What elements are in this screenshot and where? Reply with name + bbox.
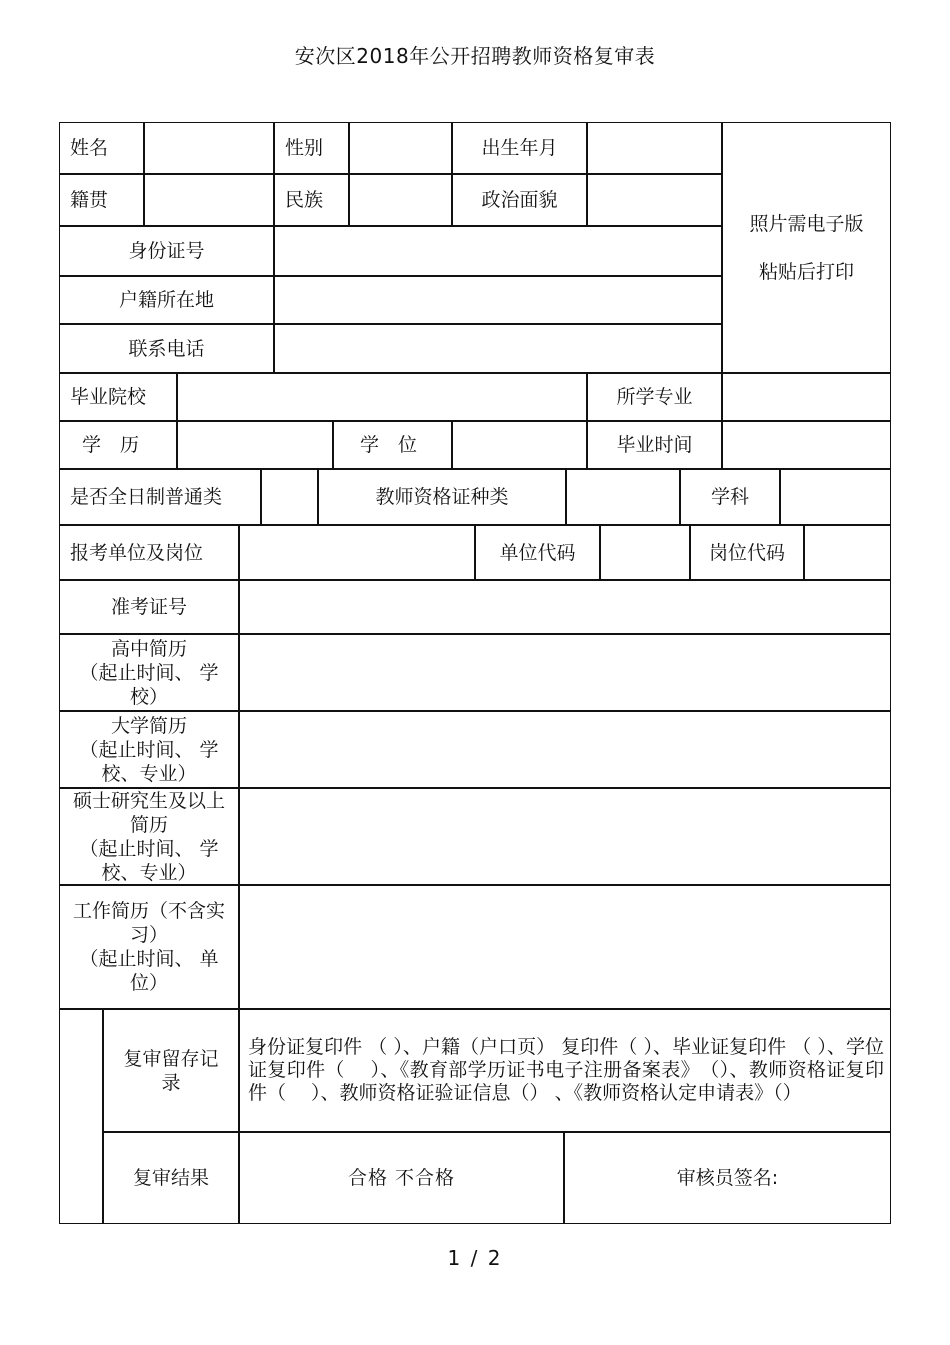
photo-area[interactable] — [722, 122, 891, 373]
political-status-field[interactable] — [587, 174, 722, 226]
gender-field[interactable] — [349, 122, 452, 174]
review-form-table — [60, 123, 891, 1224]
post-code-field[interactable] — [804, 525, 891, 580]
label-applied-unit: 报考单位及岗位 — [59, 525, 239, 580]
label-major: 所学专业 — [587, 373, 722, 421]
label-birth: 出生年月 — [452, 122, 587, 174]
cert-type-field[interactable] — [566, 469, 680, 525]
household-location-field[interactable] — [274, 276, 722, 324]
label-post-code: 岗位代码 — [690, 525, 804, 580]
label-gender: 性别 — [274, 122, 349, 174]
label-unit-code: 单位代码 — [475, 525, 600, 580]
label-native-place: 籍贯 — [59, 174, 144, 226]
applied-unit-field[interactable] — [239, 525, 475, 580]
review-items-text: 身份证复印件 （ ）、户籍（户口页） 复印件（ ）、毕业证复印件 （ ）、学位证复印件（ ）、《教育部学历证书电子注册备案表》 （）、教师资格证复印件（ ）、教师资格证验证信息（） 、《教师资格认定申请表》（） — [239, 1009, 891, 1132]
label-review-record: 复审留存记录 — [103, 1009, 239, 1132]
education-field[interactable] — [177, 421, 333, 469]
label-cert-type: 教师资格证种类 — [318, 469, 566, 525]
page-title: 安次区2018年公开招聘教师资格复审表 — [294, 44, 656, 68]
full-time-field[interactable] — [261, 469, 318, 525]
birth-field[interactable] — [587, 122, 722, 174]
unit-code-field[interactable] — [600, 525, 690, 580]
label-work-resume: 工作简历（不含实习） （起止时间、 单位） — [59, 885, 239, 1009]
ethnicity-field[interactable] — [349, 174, 452, 226]
reviewer-signature[interactable]: 审核员签名: — [564, 1132, 891, 1224]
univ-resume-field[interactable] — [239, 711, 891, 788]
pass-options[interactable]: 合格 不合格 — [239, 1132, 564, 1224]
native-place-field[interactable] — [144, 174, 274, 226]
label-hs-resume: 高中简历 （起止时间、 学校） — [59, 634, 239, 711]
label-review-result: 复审结果 — [103, 1132, 239, 1224]
photo-note-line1: 照片需电子版 — [749, 212, 864, 235]
label-id-number: 身份证号 — [59, 226, 274, 276]
label-grad-resume: 硕士研究生及以上简历 （起止时间、 学校、专业） — [59, 788, 239, 885]
label-ethnicity: 民族 — [274, 174, 349, 226]
major-field[interactable] — [722, 373, 891, 421]
work-resume-field[interactable] — [239, 885, 891, 1009]
subject-field[interactable] — [780, 469, 891, 525]
label-subject: 学科 — [680, 469, 780, 525]
degree-field[interactable] — [452, 421, 587, 469]
name-field[interactable] — [144, 122, 274, 174]
label-univ-resume: 大学简历 （起止时间、 学校、专业） — [59, 711, 239, 788]
review-side-column — [59, 1009, 103, 1224]
label-household-location: 户籍所在地 — [59, 276, 274, 324]
label-exam-ticket: 准考证号 — [59, 580, 239, 634]
page-number: 1 / 2 — [447, 1246, 503, 1270]
label-name: 姓名 — [59, 122, 144, 174]
label-political-status: 政治面貌 — [452, 174, 587, 226]
label-graduation-time: 毕业时间 — [587, 421, 722, 469]
id-number-field[interactable] — [274, 226, 722, 276]
hs-resume-field[interactable] — [239, 634, 891, 711]
phone-field[interactable] — [274, 324, 722, 373]
label-education: 学 历 — [59, 421, 177, 469]
label-full-time: 是否全日制普通类 — [59, 469, 261, 525]
label-degree: 学 位 — [333, 421, 452, 469]
graduate-school-field[interactable] — [177, 373, 587, 421]
grad-resume-field[interactable] — [239, 788, 891, 885]
label-graduate-school: 毕业院校 — [59, 373, 177, 421]
label-phone: 联系电话 — [59, 324, 274, 373]
graduation-time-field[interactable] — [722, 421, 891, 469]
exam-ticket-field[interactable] — [239, 580, 891, 634]
photo-note-line2: 粘贴后打印 — [758, 260, 854, 283]
